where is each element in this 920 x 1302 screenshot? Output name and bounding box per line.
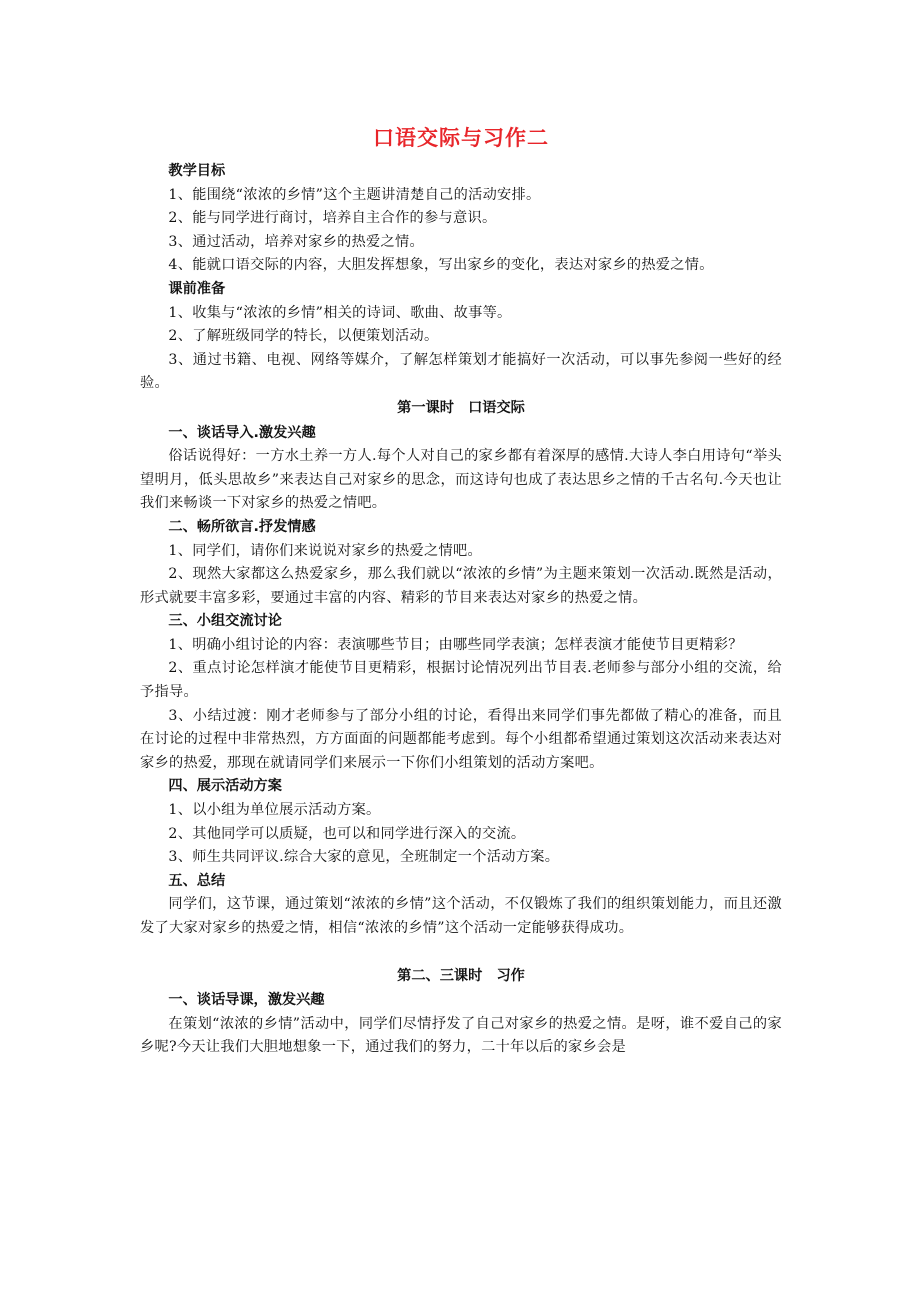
prep-heading: 课前准备	[168, 280, 226, 297]
lesson1-s5-para: 同学们，这节课，通过策划“浓浓的乡情”这个活动，不仅锻炼了我们的组织策划能力，而且还激发了大家对家乡的热爱之情，相信“浓浓的乡情”这个活动一定能够获得成功。	[140, 896, 782, 936]
prep-item: 3、通过书籍、电视、网络等媒介，了解怎样策划才能搞好一次活动，可以事先参阅一些好的经验。	[140, 351, 782, 392]
lesson2-s1-heading: 一、谈话导课，激发兴趣	[168, 992, 325, 1009]
lesson1-s2-para: 2、现然大家都这么热爱家乡，那么我们就以“浓浓的乡情”为主题来策划一次活动.既然是活动，形式就要丰富多彩，要通过丰富的内容、精彩的节目来表达对家乡的热爱之情。	[140, 566, 782, 606]
lesson1-s2-para: 1、同学们，请你们来说说对家乡的热爱之情吧。	[168, 542, 482, 559]
lesson1-s3-para: 1、明确小组讨论的内容：表演哪些节目；由哪些同学表演；怎样表演才能使节目更精彩？	[168, 636, 743, 653]
lesson1-s3-para: 3、小结过渡：刚才老师参与了部分小组的讨论，看得出来同学们事先都做了精心的准备，而且在讨论的过程中非常热烈，方方面面的问题都能考虑到。每个小组都希望通过策划这次活动来表达对家乡的热爱，那现在就请同学们来展示一下你们小组策划的活动方案吧。	[140, 707, 782, 771]
lesson1-s3-para: 2、重点讨论怎样演才能使节目更精彩，根据讨论情况列出节目表.老师参与部分小组的交流，给予指导。	[140, 660, 782, 701]
lesson2-heading: 第二、三课时 习作	[397, 967, 525, 984]
lesson1-s1-para: 俗话说得好：一方水土养一方人.每个人对自己的家乡都有着深厚的感情.大诗人李白用诗句“举头望明月，低头思故乡”来表达自己对家乡的思念，而这诗句也成了表达思乡之情的千古名句.今天也让我们来畅谈一下对家乡的热爱之情吧。	[140, 448, 782, 512]
goals-item: 3、通过活动，培养对家乡的热爱之情。	[168, 233, 425, 250]
lesson1-s1-heading: 一、谈话导入.激发兴趣	[168, 424, 316, 441]
lesson1-s5-heading: 五、总结	[168, 872, 226, 889]
lesson1-s4-para: 2、其他同学可以质疑，也可以和同学进行深入的交流。	[168, 825, 526, 842]
lesson1-s3-heading: 三、小组交流讨论	[168, 613, 282, 630]
lesson1-s2-heading: 二、畅所欲言.抒发情感	[168, 518, 316, 535]
prep-item: 2、了解班级同学的特长，以便策划活动。	[168, 328, 439, 345]
section-spacer	[140, 941, 782, 964]
lesson2-s1-para: 在策划“浓浓的乡情”活动中，同学们尽情抒发了自己对家乡的热爱之情。是呀，谁不爱自己的家乡呢?今天让我们大胆地想象一下，通过我们的努力，二十年以后的家乡会是	[140, 1015, 782, 1056]
lesson1-s4-para: 3、师生共同评议.综合大家的意见，全班制定一个活动方案。	[168, 849, 560, 866]
lesson1-heading: 第一课时 口语交际	[397, 399, 525, 416]
goals-item: 2、能与同学进行商讨，培养自主合作的参与意识。	[168, 210, 497, 227]
lesson1-s4-para: 1、以小组为单位展示活动方案。	[168, 802, 381, 819]
page-title: 口语交际与习作二	[373, 125, 549, 150]
lesson1-s4-heading: 四、展示活动方案	[168, 778, 282, 795]
goals-heading: 教学目标	[168, 163, 226, 179]
goals-item: 1、能围绕“浓浓的乡情”这个主题讲清楚自己的活动安排。	[168, 186, 541, 203]
goals-item: 4、能就口语交际的内容，大胆发挥想象，写出家乡的变化，表达对家乡的热爱之情。	[168, 257, 714, 274]
document-page	[140, 122, 782, 1060]
prep-item: 1、收集与“浓浓的乡情”相关的诗词、歌曲、故事等。	[168, 304, 512, 321]
